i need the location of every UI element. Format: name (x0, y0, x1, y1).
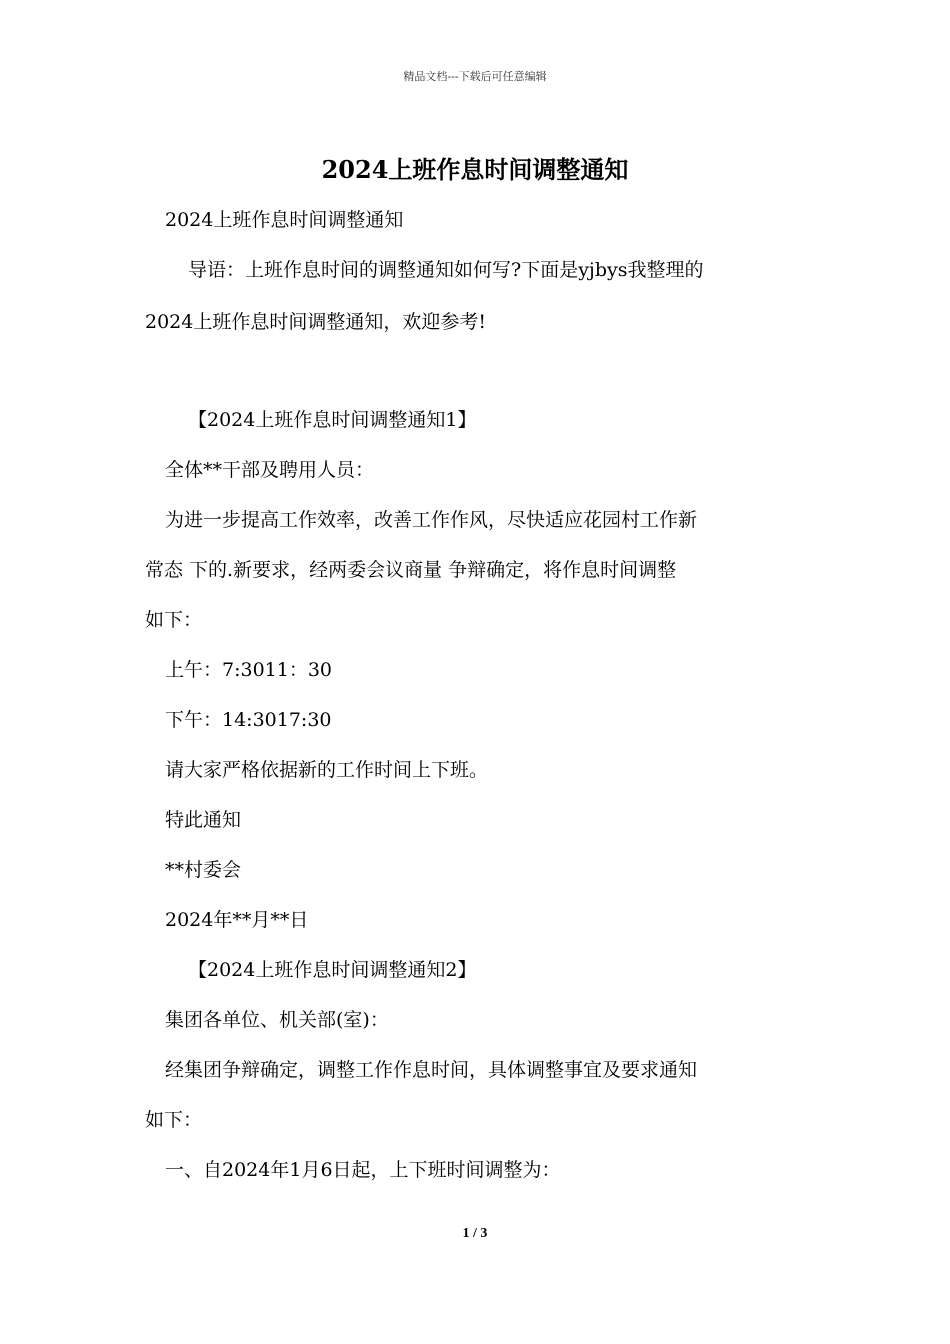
afternoon-hours: 下午：14:3017:30 (165, 709, 332, 731)
document-title: 2024上班作息时间调整通知 (321, 155, 629, 184)
signature-org: **村委会 (165, 859, 242, 881)
instruction-line: 请大家严格依据新的工作时间上下班。 (165, 759, 489, 781)
paragraph-2-line-2: 如下： (145, 1109, 203, 1131)
page-header: 精品文档---下载后可任意编辑 (403, 70, 547, 83)
salutation-1: 全体**干部及聘用人员： (165, 459, 375, 481)
intro-line-1: 导语：上班作息时间的调整通知如何写?下面是yjbys我整理的 (188, 259, 704, 281)
signature-date: 2024年**月**日 (165, 909, 309, 931)
paragraph-1-line-1: 为进一步提高工作效率，改善工作作风，尽快适应花园村工作新 (165, 509, 698, 531)
paragraph-2-line-1: 经集团争辩确定，调整工作作息时间，具体调整事宜及要求通知 (165, 1059, 698, 1081)
morning-hours: 上午：7:3011：30 (165, 659, 333, 681)
section-heading-2: 【2024上班作息时间调整通知2】 (188, 959, 477, 981)
notice-closing: 特此通知 (165, 809, 242, 831)
page-number: 1 / 3 (462, 1226, 488, 1241)
subtitle-line: 2024上班作息时间调整通知 (165, 209, 404, 231)
paragraph-1-line-2: 常态 下的.新要求，经两委会议商量 争辩确定，将作息时间调整 (145, 559, 677, 581)
item-1-line: 一、自2024年1月6日起，上下班时间调整为： (165, 1159, 561, 1181)
paragraph-1-line-3: 如下： (145, 609, 203, 631)
salutation-2: 集团各单位、机关部(室)： (165, 1009, 389, 1031)
section-heading-1: 【2024上班作息时间调整通知1】 (188, 409, 477, 431)
intro-line-2: 2024上班作息时间调整通知，欢迎参考! (145, 311, 486, 333)
